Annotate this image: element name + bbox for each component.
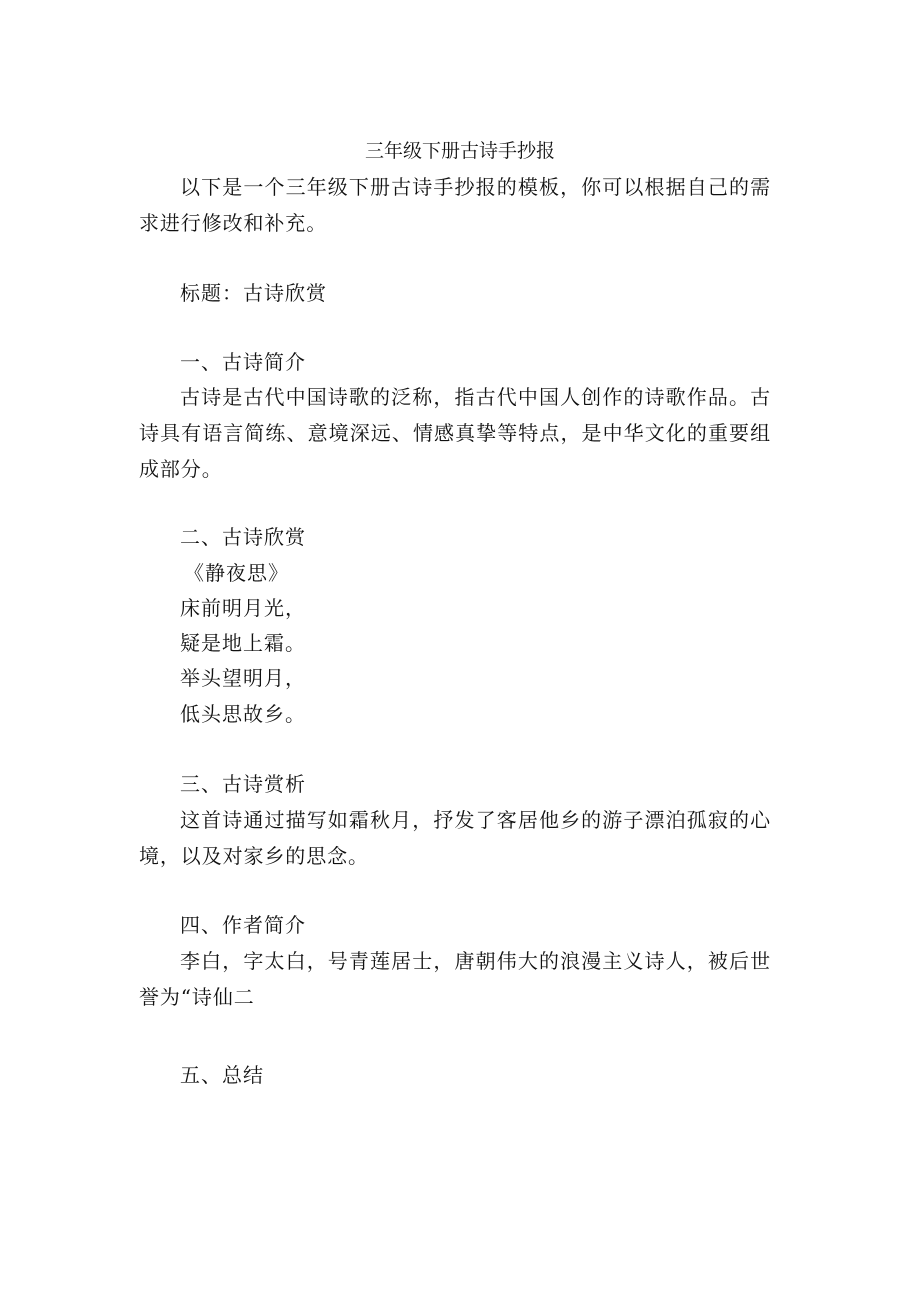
section-body-author: 李白，字太白，号青莲居士，唐朝伟大的浪漫主义诗人，被后世誉为“诗仙二 — [139, 949, 771, 1009]
poem-title: 《静夜思》 — [184, 561, 289, 585]
section-heading-author: 四、作者简介 — [180, 913, 306, 937]
section-heading-summary: 五、总结 — [180, 1063, 264, 1087]
section-heading-appreciation: 二、古诗欣赏 — [180, 525, 306, 549]
poem-line: 举头望明月， — [180, 666, 306, 690]
section-heading-intro: 一、古诗简介 — [180, 350, 306, 374]
poem-line: 疑是地上霜。 — [180, 631, 306, 655]
section-body-intro: 古诗是古代中国诗歌的泛称，指古代中国人创作的诗歌作品。古诗具有语言简练、意境深远、情感真挚等特点，是中华文化的重要组成部分。 — [139, 385, 771, 481]
section-body-analysis: 这首诗通过描写如霜秋月，抒发了客居他乡的游子漂泊孤寂的心境，以及对家乡的思念。 — [139, 808, 771, 868]
poem-line: 床前明月光， — [180, 596, 306, 620]
document-title: 三年级下册古诗手抄报 — [364, 140, 555, 162]
intro-paragraph: 以下是一个三年级下册古诗手抄报的模板，你可以根据自己的需求进行修改和补充。 — [139, 175, 771, 235]
heading-label: 标题：古诗欣赏 — [180, 281, 327, 305]
poem-line: 低头思故乡。 — [180, 702, 306, 726]
section-heading-analysis: 三、古诗赏析 — [180, 772, 306, 796]
